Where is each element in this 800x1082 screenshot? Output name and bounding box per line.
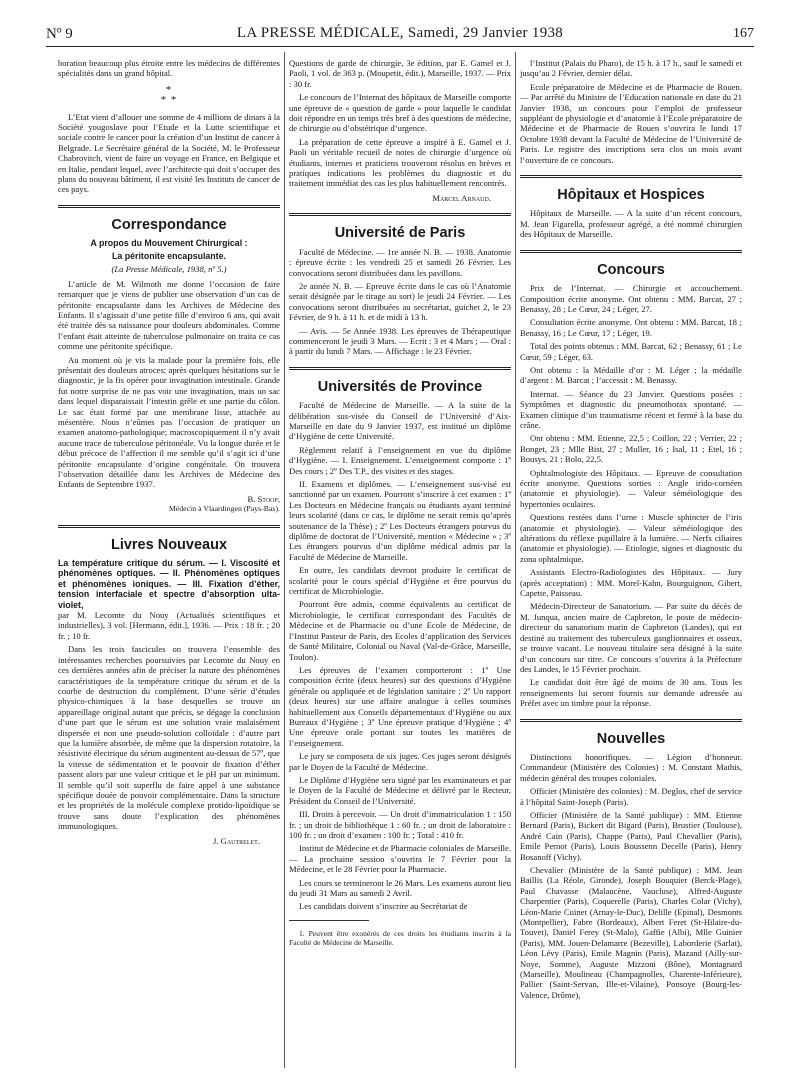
paragraph: Assistants Electro-Radiologistes des Hôpitaux. — Jury (après acceptation) : MM. Morel-Kahn, Bourguignon, Gibert, Capette, Paisseau. <box>520 567 742 599</box>
paragraph: Ont obtenu : la Médaille d’or : M. Léger ; la médaille d’argent : M. Barcat ; l’accessit : M. Benassy. <box>520 364 742 386</box>
paragraph: Les candidats doivent s’inscrire au Secrétariat de <box>299 901 468 912</box>
book-reference: Questions de garde de chirurgie, 3e édition, par E. Gamel et J. Paoli, 1 vol. de 363 p. (Moupetit, édit.), Marseille, 1937. — Prix : 30 fr. <box>289 58 511 89</box>
section-title-nouvelles: Nouvelles <box>596 730 666 747</box>
paragraph: Le jury se composera de six juges. Ces juges seront désignés par le Doyen de la Faculté de Médecine. <box>289 751 511 772</box>
divider <box>520 719 742 722</box>
paragraph: III. Droits à percevoir. — Un droit d’immatriculation 1 : 150 fr. ; un droit de bibliothèque 1 : 60 fr. ; un droit de laboratoire : 100 fr. ; un droit d’examen : 100 fr. ; Total : 410 fr. <box>289 809 511 840</box>
paragraph: Le concours de l’Internat des hôpitaux de Marseille comporte une épreuve de « question de garde » pour laquelle le candidat doit répondre en un temps très bref à des questions de médecine, de chirurgie ou d’obstétrique d’urgence. <box>289 92 511 134</box>
paragraph: Ecole préparatoire de Médecine et de Pharmacie de Rouen. — Par arrêté du Ministre de l’Education nationale en date du 21 Janvier 1938, un concours pour l’emploi de professeur suppléant de physiologie et d’anatomie à l’Ecole préparatoire de Médecine et de Pharmacie de Rouen s’ouvrira le lundi 17 Octobre 1938 devant la Faculté de Médecine de l’Université de Paris. Le registre des inscriptions sera clos un mois avant l’ouverture de ce concours. <box>520 81 742 165</box>
paragraph: Officier (Ministère des colonies) : M. Deglos, chef de service à l’hôpital Saint-Joseph (Paris). <box>520 786 742 807</box>
signature-affiliation: Médecin à Vlaardingen (Pays-Bas). <box>168 504 280 514</box>
paragraph: La préparation de cette épreuve a inspiré à E. Gamel et J. Paoli un véritable recueil de notes de chirurgie d’urgence où étudiants, internes et praticiens trouveront résolus en brèves et pratiques indications les problèmes du diagnostic et du traitement immédiat des cas les plus habituellement rencontrés. <box>289 136 511 189</box>
book-title: La température critique du sérum. — I. Viscosité et phénomènes optiques. — II. Phénomènes optiques et phénomènes ioniques. — III. Fixation d’éther, tension interfaciale et spectre d’absorption ulta-violet, <box>58 558 280 610</box>
paragraph: Internat. — Séance du 23 Janvier. Questions posées : Symptômes et diagnostic du pneumothorax spontané. — Examen clinique d’un traumatisme récent et fermé à la base du crâne. <box>520 388 742 430</box>
paragraph: Consultation écrite anonyme. Ont obtenu : MM. Barcat, 18 ; Benassy, 16 ; Le Cœur, 17 ; Léger, 19. <box>520 317 742 338</box>
paragraph: Médecin-Directeur de Sanatorium. — Par suite du décès de M. Junqua, ancien maire de Capbreton, le poste de médecin-directeur du sanatorium marin de Capbreton (Landes), qui est destiné au traitement des tuberculeux ganglionnaires et osseux, se trouve vacant. Le nouveau titulaire sera désigné à la suite d’un concours sur titre. Ce concours s’ouvrira à la Préfecture des Landes, le 15 Février prochain. <box>520 601 742 674</box>
page-number: 167 <box>733 26 754 41</box>
paragraph: l’Institut (Palais du Pharo), de 15 h. à 17 h., sauf le samedi et jusqu’au 2 Février, dernier délai. <box>520 58 742 79</box>
paragraph: Institut de Médecine et de Pharmacie coloniales de Marseille. — La prochaine session s’ouvrira le 7 Février pour la Médecine, et le 28 Février pour la Pharmacie. <box>289 843 511 875</box>
paragraph: L’Etat vient d’allouer une somme de 4 millions de dinars à la Société yougoslave pour l’Etude et la Lutte scientifique et sociale contre le cancer pour la création d’un Institut de cancer à Belgrade. Le Secrétaire général de la Société, M. le Professeur Chabrovitch, vient de faire un voyage en France, en Belgique et en Italie, pendant lequel, avec l’architecte qui doit s’occuper des plans du nouveau bâtiment, il est visité les Instituts de cancer de ces pays. <box>58 111 280 195</box>
paragraph: Le Diplôme d’Hygiène sera signé par les examinateurs et par le Doyen de la Faculté de Médecine et délivré par le Recteur, Président du Conseil de l’Université. <box>289 774 511 806</box>
paragraph: 2e année N. B. — Epreuve écrite dans le cas où l’Anatomie serait désignée par le tirage au sort) le jeudi 24 Février. — Les convocations seront distribuées au secrétariat, guichet 2, le 23 Février, de 9 h. à 11 h. et de midi à 13 h. <box>289 280 511 323</box>
paragraph: Règlement relatif à l’enseignement en vue du diplôme d’Hygiène. — I. Enseignement. L’enseignement comporte : 1º Des cours ; 2º Des T.P., des visites et des stages. <box>289 444 511 476</box>
paragraph: Ophtalmologiste des Hôpitaux. — Epreuve de consultation écrite anonyme. Questions sorties : Angle irido-cornéen (anatomie et physiologie). — Valeur séméiologique des hypertonies oculaires. <box>520 467 742 509</box>
paragraph: II. Examens et diplômes. — L’enseignement sus-visé est sanctionné par un examen. Pourront s’inscrire à cet examen : 1º Les Docteurs en Médecine français ou étudiants ayant terminé leurs scolarité (dans ce cas, le diplôme ne serait remis qu’après soutenance de la Thèse) ; 2º Les Docteurs étrangers pourvus du diplôme de doctorat de l’Université, mention « Médecine » ; 3º Les étrangers pourvus d’un diplôme médical admis par la Faculté de Médecine de Marseille. <box>289 479 511 562</box>
book-reference: par M. Lecomte du Nouy (Actualités scientifiques et industrielles), 3 vol. [Hermann, édit.], 1936. — Prix : 18 fr. ; 20 fr. ; 10 fr. <box>58 610 280 641</box>
paragraph: Le candidat doit être âgé de moins de 30 ans. Tous les renseignements lui seront fournis sur demande adressée au Préfet avec un timbre pour la réponse. <box>520 677 742 709</box>
page-header <box>46 24 754 47</box>
divider <box>520 250 742 253</box>
section-title-concours: Concours <box>597 261 665 278</box>
divider <box>520 175 742 178</box>
section-title-livres: Livres Nouveaux <box>110 536 228 553</box>
footnote: 1. Peuvent être exonérés de ces droits les étudiants inscrits à la Faculté de Médecine de Marseille. <box>289 928 511 948</box>
column-middle <box>289 58 511 951</box>
signature: Marcel Arnaud. <box>432 192 491 203</box>
section-title-hopitaux: Hôpitaux et Hospices <box>557 187 705 204</box>
paragraph: boration beaucoup plus étroite entre les médecins de différentes spécialités dans un grand hôpital. <box>58 58 280 79</box>
paragraph: Hôpitaux de Marseille. — A la suite d’un récent concours, M. Jean Figarella, professeur agrégé, a été nommé chirurgien des Hôpitaux de Marseille. <box>520 208 742 240</box>
paragraph: Dans les trois fascicules on trouvera l’ensemble des intéressantes recherches poursuivies par Lecomte du Nouy en ces dernières années afin de préciser la nature des phénomènes caractéristiques de la température critique du sérum et de la courbe de destruction du complément. D’une série d’études physico-chimiques à la base desquelles se trouve un appareillage original autant que précis, se dégage la conclusion d’une part que le sérum est une solution vraie malaisément dispersée et non une pseudo-solution colloïdale : d’autre part que la lumière absorbée, de même que la dispersion rotatoire, la résistivité électrique du sérum augmentent au-dessus de 57º, que la vitesse de sédimentation et le pouvoir de fixation d’éther passent alors par une valeur critique et le pH par un minimum. Il semble qu’il soit superflu de faire appel à une substance spécifique douée de pouvoir complémentaire. Dans la structure et les propriétés de la molécule complexe protido-lipoïdique se trouve sans doute l’explication des phénomènes immunologiques. <box>58 644 280 832</box>
paragraph: Total des points obtenus : MM. Barcat, 62 ; Benassy, 61 ; Le Cœur, 59 ; Léger, 63. <box>520 341 742 362</box>
paragraph: Officier (Ministère de la Santé publique) : MM. Etienne Bernard (Paris), Bickert dit Bigard (Paris), Brustier (Toulouse), André Cain (Paris), Chappe (Paris), Paul Chevallier (Paris), Emile Pernot (Paris), Louis Boussenn Decelle (Paris), Henry Bosanoff (Vichy). <box>520 809 742 862</box>
paragraph: Ont obtenu : MM. Etienne, 22,5 ; Coillon, 22 ; Verrier, 22 ; Bonget, 23 ; Mlle Bist, 27 ; Muller, 16 ; Isal, 11 ; Etel, 16 ; Bousys, 21 ; Bolo, 22,5. <box>520 433 742 465</box>
paragraph: Prix de l’Internat. — Chirurgie et accouchement. Composition écrite anonyme. Ont obtenu : MM. Barcat, 27 ; Benassy, 28 ; Le Cœur, 24 ; Léger, 27. <box>520 283 742 314</box>
paragraph: Faculté de Médecine. — 1re année N. B. — 1938. Anatomie : épreuve écrite : les vendredi 25 et samedi 26 Février. Les convocations seront distribuées dans les pavillons. <box>289 246 511 278</box>
paragraph: Faculté de Médecine de Marseille. — A la suite de la délibération sus-visée du Conseil de l’Université d’Aix-Marseille en date du 9 Janvier 1937, est institué un diplôme d’Hygiène de cette Université. <box>289 400 511 442</box>
paragraph: Les cours se termineront le 26 Mars. Les examens auront lieu du jeudi 31 Mars au samedi 2 Avril. <box>289 877 511 899</box>
column-divider <box>284 52 285 1068</box>
article-subheading: La péritonite encapsulante. <box>112 251 226 262</box>
signature: J. Gautrelet. <box>213 835 260 846</box>
article-heading: A propos du Mouvement Chirurgical : <box>90 238 248 249</box>
paragraph: Pourront être admis, comme équivalents au certificat de Microbiologie, le certificat correspondant des Facultés de Médecine et de Pharmacie ou d’une Ecole de Médecine, de l’Institut Pasteur de Paris, des Ecoles d’application des Services de Santé Militaire, Colonial ou Naval (Val-de-Grâce, Marseille, Toulon). <box>289 599 511 662</box>
paragraph: L’article de M. Wilmoth me donne l’occasion de faire remarquer que je viens de publier une observation d’un cas de péritonite encapsulante dans les Archives de Médecine des Enfants. Il s’agissait d’une petite fille d’environ 6 ans, qui avait été traitée dès sa naissance pour douleurs abdominales. Comme l’enfant était atteinte de tuberculose pulmonaire on traita ce cas comme une péritonite spécifique. <box>58 278 280 352</box>
paragraph: — Avis. — 5e Année 1938. Les épreuves de Thérapeutique commenceront le jeudi 3 Mars. — Ecrit : 3 et 4 Mars ; — Oral : à partir du lundi 7 Mars. — Affichage : le 23 Février. <box>289 325 511 357</box>
paragraph: Chevalier (Ministère de la Santé publique) : MM. Jean Baillis (La Réole, Gironde), Joseph Bouquier (Berck-Plage), Paul Chavasse (Malaucène, Vaucluse), Alfred-Auguste Charpentier (Paris), Coquerelle (Paris), Charles Colar (Vichy), Léon-Marie Cuinet (Arnay-le-Duc), Delille (Epinal), Desmonts (Montpellier), Fabre (Bordeaux), Albert Feret (St-Hilaire-du-Touvet), Daniel Ferey (St-Malo), Gaffie (Albi), Mlle Guinier (Paris), MM. Jouen-Delamarre (Bezeville), Laborderie (Sarlat), Léon Lévy (Paris), Emile Magnin (Paris), Mazand (Ailly-sur-Noye, Somme), Auguste Mizzoni (Bône), Montagnard (Marseille), Moulineau (Champagnolles, Charente-Inférieure), Pallier (Saint-Servan, Ille-et-Vilaine), Ponsoye (Bourg-les-Valence, Drôme), <box>520 865 742 1000</box>
column-right <box>520 58 742 1003</box>
issue-number: Nº 9 <box>46 26 73 42</box>
paragraph: Questions restées dans l’urne : Muscle sphincter de l’iris (anatomie et physiologie). — Valeur séméiologique des altérations du réflexe pupillaire à la lumière. — Nerfs ciliaires (anatomie et physiologie). — Etiologie, signes et diagnostic du zona ophtalmique. <box>520 512 742 564</box>
section-title-paris: Université de Paris <box>334 225 466 242</box>
journal-title: LA PRESSE MÉDICALE, Samedi, 29 Janvier 1938 <box>236 25 564 41</box>
divider <box>289 367 511 370</box>
column-left <box>58 58 280 846</box>
column-divider <box>515 52 516 1068</box>
paragraph: Les épreuves de l’examen comporteront : 1º Une composition écrite (deux heures) sur des questions d’Hygiène générale ou appliquée et de législation sanitaire ; 2º Un rapport (deux heures) sur une affaire analogue à celles soumises habituellement aux Conseils départementaux d’Hygiène ou aux Bureaux d’Hygiène ; 3º Une épreuve pratique d’Hygiène ; 4º Une épreuve orale portant sur toutes les matières de l’enseignement. <box>289 664 511 748</box>
signature: B. Stoop, <box>247 493 280 504</box>
paragraph: Au moment où je vis la malade pour la première fois, elle présentait des douleurs atroces; après quelques hésitations sur le diagnostic, je la fis opérer pour invagination intestinale. Grande fut notre surprise de ne pas voir une invagination, mais un sac dans lequel disparaissait l’intestin grêle et une partie du côlon. Le sac était formé par une membrane lisse, attachée au mésentère. Nous n’eûmes pas l’occasion de pratiquer un examen anatomo-pathologique; macroscopiquement il n’y avait aucune trace de tuberculose péritonéale. Vu la longue durée et le début précoce de l’affection il me semble qu’il s’agit ici d’une péritonite encapsulante d’origine congénitale. On trouvera l’observation détaillée dans les Archives de Médecine des Enfants de Septembre 1937. <box>58 354 280 490</box>
section-title-correspondance: Correspondance <box>111 216 227 233</box>
divider <box>289 213 511 216</box>
divider <box>58 525 280 528</box>
paragraph: En outre, les candidats devront produire le certificat de scolarité pour le cours spécial d’Hygiène et être pourvus du certificat de Microbiologie. <box>289 565 511 597</box>
footnote-rule <box>289 920 369 921</box>
paragraph: Distinctions honorifiques. — Légion d’honneur. Commandeur (Ministère des Colonies) : M. Constant Mathis, médecin général des troupes coloniales. <box>520 751 742 783</box>
article-reference: (La Presse Médicale, 1938, nº 5.) <box>111 264 227 275</box>
section-title-province: Universités de Province <box>317 378 483 395</box>
divider <box>58 205 280 208</box>
section-separator-stars: * * * <box>160 83 178 107</box>
